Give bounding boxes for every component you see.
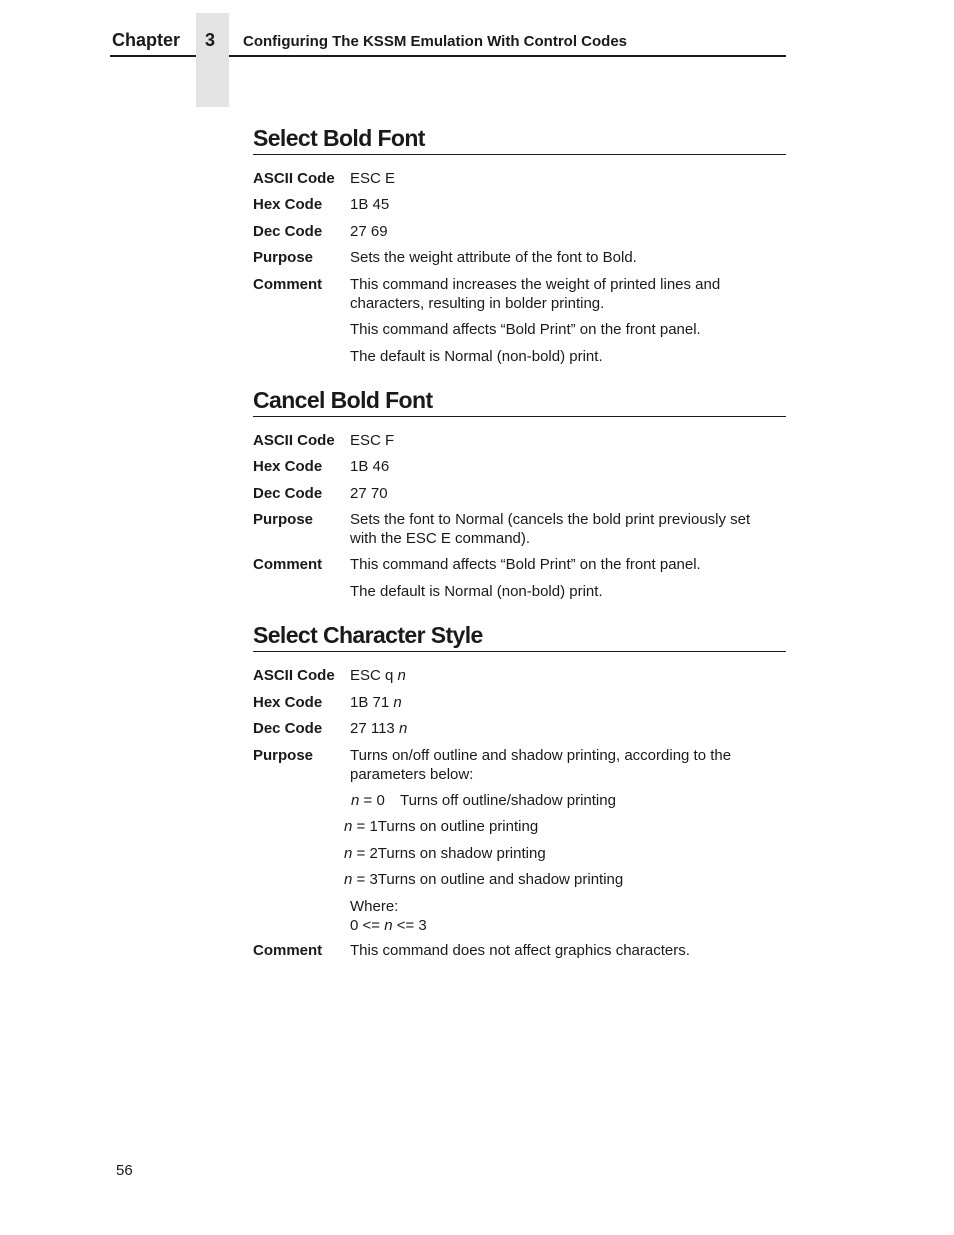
section-cancel-bold-font bbox=[253, 386, 786, 600]
parameter-description: Turns on outline and shadow printing bbox=[377, 871, 624, 888]
purpose-line: Turns on/off outline and shadow printing, according to the bbox=[350, 747, 732, 764]
section-rule bbox=[253, 651, 786, 652]
variable-n: n bbox=[344, 818, 353, 835]
parameter-item bbox=[351, 791, 616, 810]
purpose-line: Sets the font to Normal (cancels the bold print previously set bbox=[350, 511, 751, 528]
variable-n: n bbox=[344, 845, 353, 862]
row-label: Purpose bbox=[253, 747, 314, 764]
parameter-description: Turns on outline printing bbox=[377, 818, 539, 835]
variable-n: n bbox=[397, 667, 406, 684]
parameter-item bbox=[344, 870, 623, 889]
row-label: Hex Code bbox=[253, 694, 323, 711]
running-header-title: Configuring The KSSM Emulation With Control Codes bbox=[243, 33, 628, 50]
section-rule bbox=[253, 154, 786, 155]
purpose-line: with the ESC E command). bbox=[350, 530, 531, 547]
row-value bbox=[350, 666, 786, 685]
row-label: Comment bbox=[253, 942, 323, 959]
chapter-number: 3 bbox=[205, 30, 216, 50]
parameter-description: Turns off outline/shadow printing bbox=[399, 792, 616, 809]
comment-line: characters, resulting in bolder printing. bbox=[350, 295, 605, 312]
variable-n: n bbox=[351, 792, 360, 809]
comment-line: The default is Normal (non-bold) print. bbox=[350, 348, 603, 365]
parameter-equals: = 1 bbox=[356, 818, 378, 835]
parameter-equals: = 0 bbox=[363, 792, 385, 809]
parameter-item bbox=[344, 817, 538, 836]
row-label: Hex Code bbox=[253, 196, 323, 213]
row-value: This command does not affect graphics characters. bbox=[350, 942, 690, 959]
section-title: Select Character Style bbox=[253, 622, 483, 648]
section-select-character-style bbox=[253, 621, 786, 959]
section-title: Select Bold Font bbox=[253, 125, 425, 151]
row-label: Dec Code bbox=[253, 485, 323, 502]
row-value bbox=[350, 555, 786, 601]
row-value: Sets the weight attribute of the font to Bold. bbox=[350, 249, 637, 266]
section-select-bold-font bbox=[253, 124, 786, 365]
row-label: ASCII Code bbox=[253, 170, 335, 187]
parameter-equals: = 3 bbox=[356, 871, 378, 888]
parameter-equals: = 2 bbox=[356, 845, 378, 862]
parameter-description: Turns on shadow printing bbox=[377, 845, 546, 862]
row-value: 1B 46 bbox=[350, 458, 390, 475]
section-title: Cancel Bold Font bbox=[253, 387, 433, 413]
row-label: Hex Code bbox=[253, 458, 323, 475]
variable-n: n bbox=[398, 720, 408, 737]
purpose-line: parameters below: bbox=[350, 766, 474, 783]
code-text: 1B 71 bbox=[350, 694, 390, 711]
row-value: 27 69 bbox=[350, 223, 388, 240]
row-value: ESC E bbox=[350, 170, 396, 187]
code-text: ESC q bbox=[350, 667, 394, 684]
parameter-item bbox=[344, 844, 546, 863]
chapter-tab bbox=[196, 13, 229, 107]
row-label: Dec Code bbox=[253, 223, 323, 240]
row-label: Purpose bbox=[253, 511, 314, 528]
row-value: 1B 45 bbox=[350, 196, 390, 213]
range-lower: 0 <= bbox=[350, 917, 381, 934]
variable-n: n bbox=[384, 917, 393, 934]
row-label: Purpose bbox=[253, 249, 314, 266]
row-value bbox=[350, 746, 786, 784]
code-text: 27 113 bbox=[350, 720, 395, 737]
row-value bbox=[350, 510, 786, 548]
row-value: 27 70 bbox=[350, 485, 388, 502]
header-rule-right bbox=[229, 55, 786, 57]
row-label: ASCII Code bbox=[253, 432, 335, 449]
comment-line: The default is Normal (non-bold) print. bbox=[350, 583, 603, 600]
where-label: Where: bbox=[350, 898, 399, 915]
row-value bbox=[350, 693, 786, 712]
variable-n: n bbox=[344, 871, 353, 888]
row-label: Dec Code bbox=[253, 720, 323, 737]
row-value bbox=[350, 719, 786, 738]
row-value: ESC F bbox=[350, 432, 395, 449]
row-label: Comment bbox=[253, 276, 323, 293]
comment-line: This command increases the weight of printed lines and bbox=[350, 276, 721, 293]
page-number: 56 bbox=[116, 1162, 133, 1179]
comment-line: This command affects “Bold Print” on the front panel. bbox=[350, 556, 701, 573]
where-range bbox=[350, 916, 427, 935]
section-rule bbox=[253, 416, 786, 417]
header-rule-left bbox=[110, 55, 196, 57]
comment-line: This command affects “Bold Print” on the front panel. bbox=[350, 321, 701, 338]
row-label: ASCII Code bbox=[253, 667, 335, 684]
chapter-label: Chapter bbox=[112, 30, 181, 50]
row-label: Comment bbox=[253, 556, 323, 573]
row-value bbox=[350, 275, 786, 366]
variable-n: n bbox=[393, 694, 402, 711]
range-upper: <= 3 bbox=[396, 917, 427, 934]
